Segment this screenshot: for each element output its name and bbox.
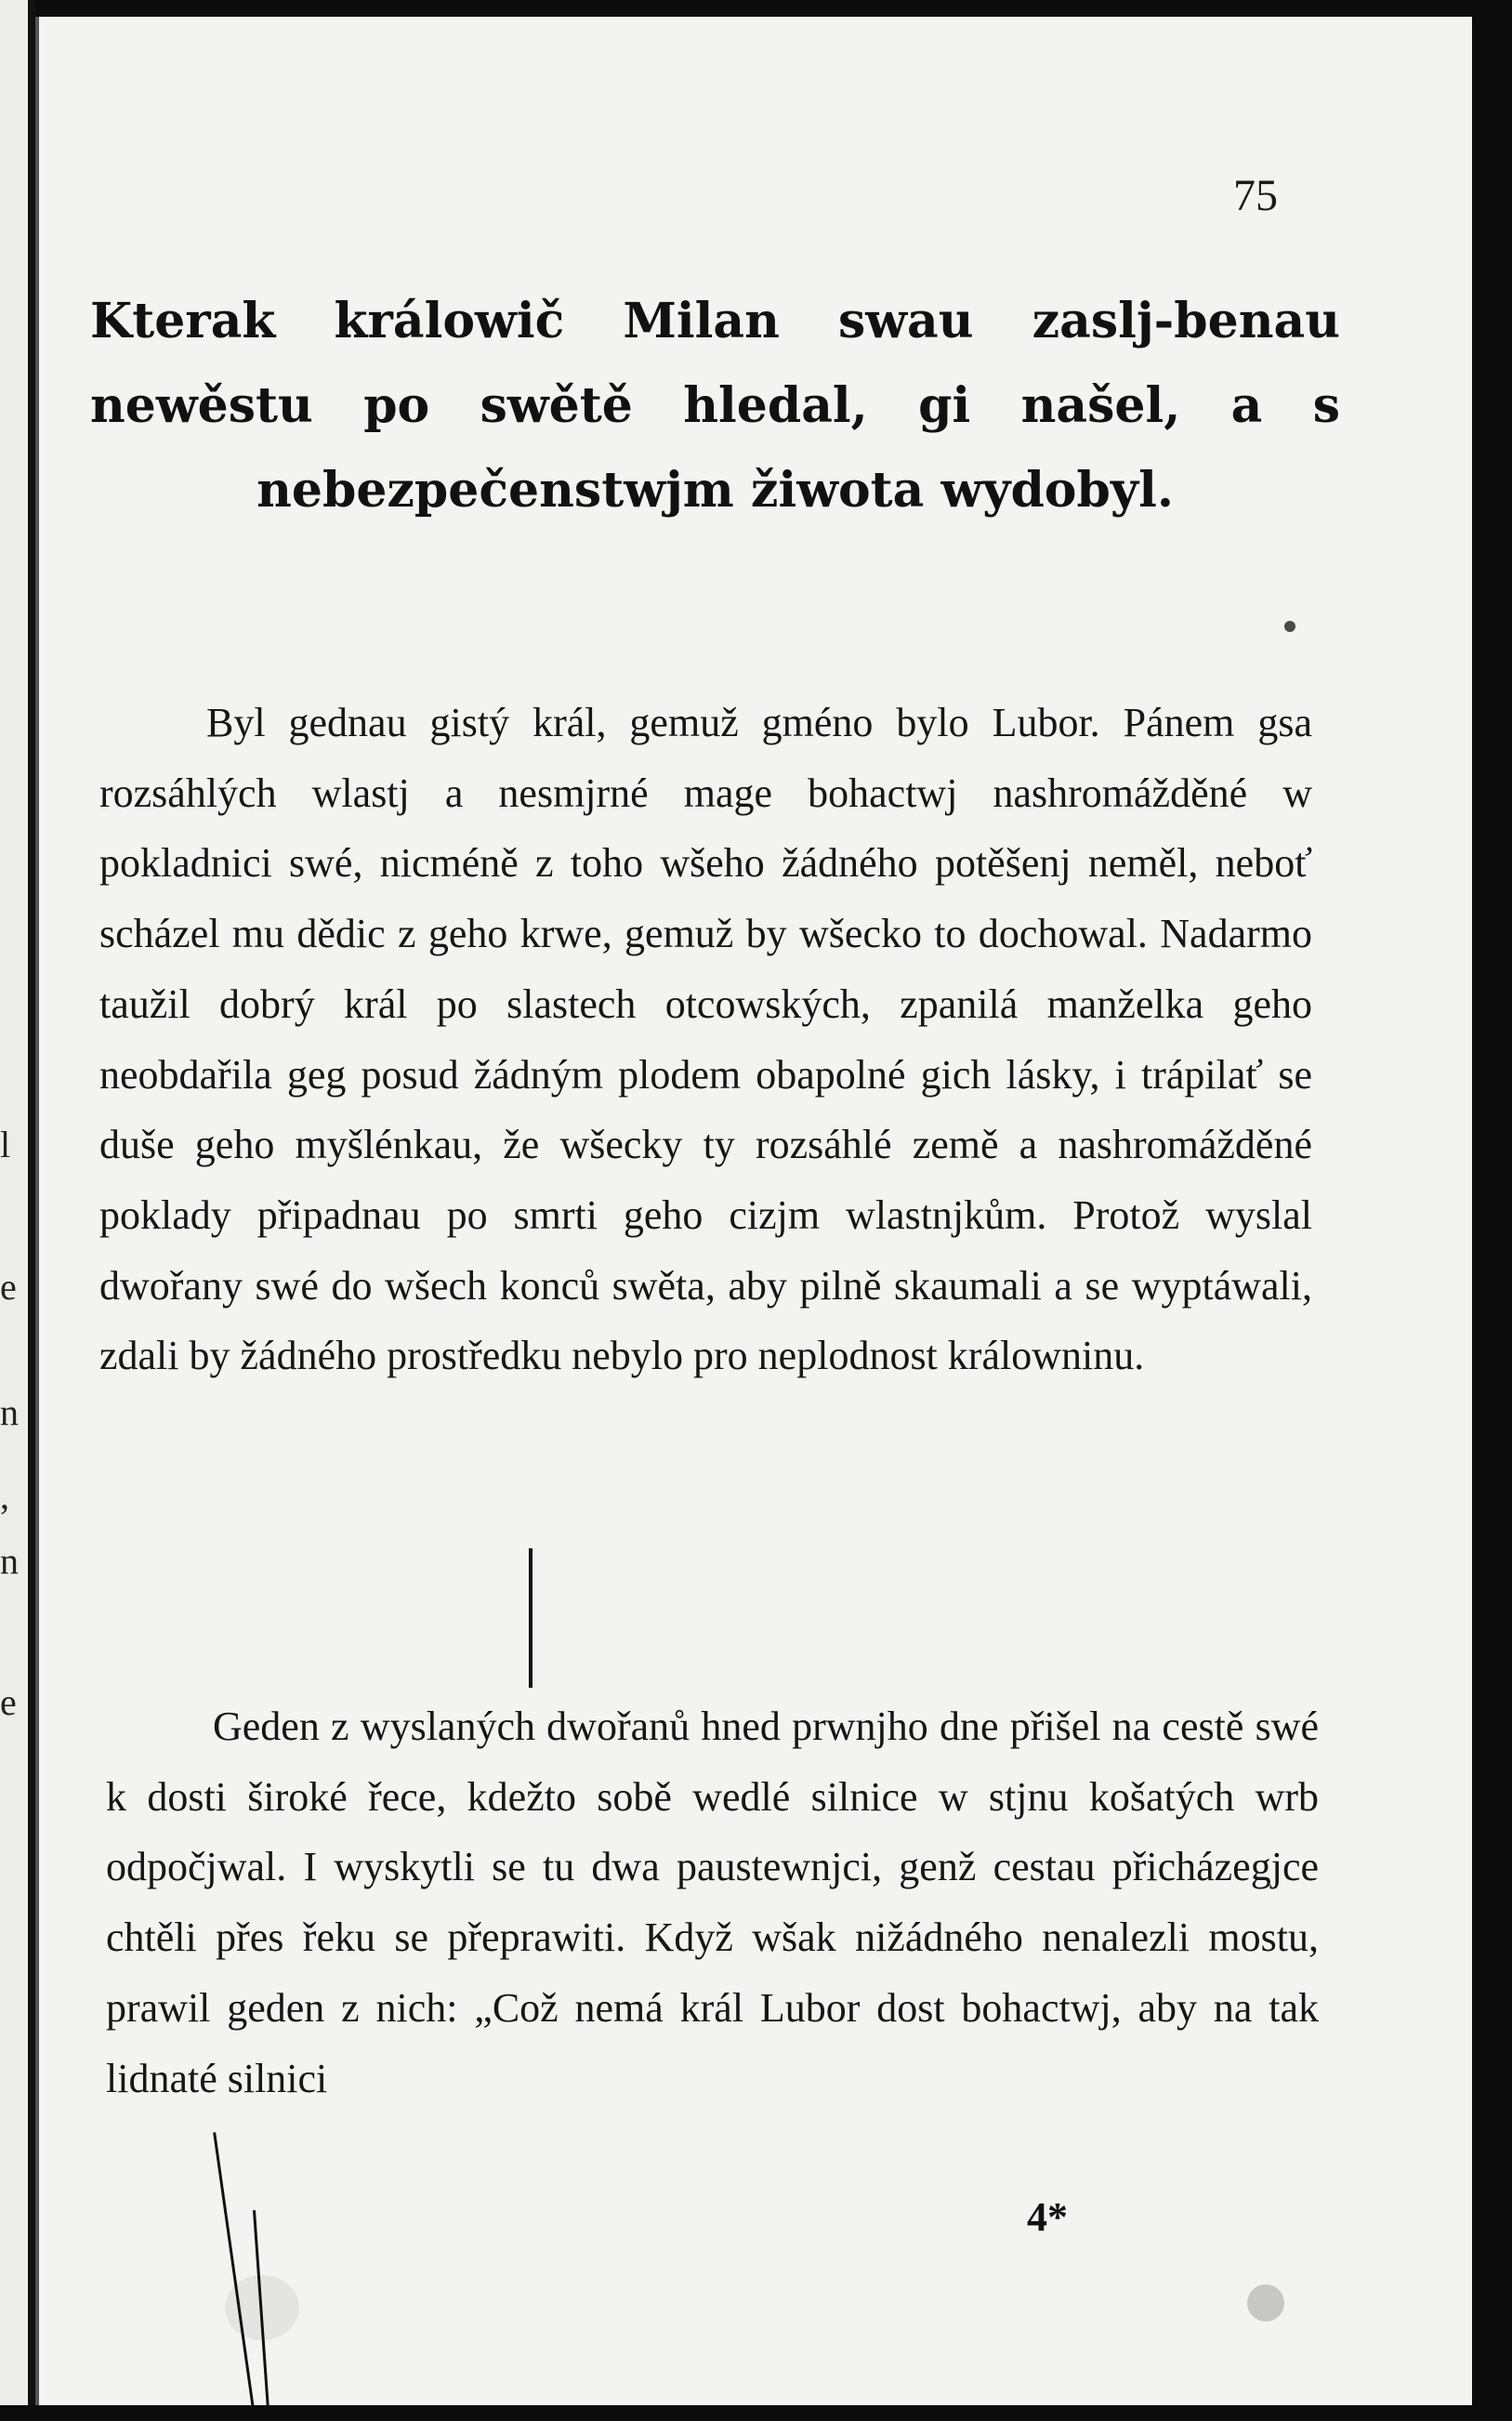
edge-letter: l — [0, 1124, 11, 1165]
paragraph: Byl gednau gistý král, gemuž gméno bylo Lubor. Pánem gsa rozsáhlých wlastj a nesmjrné mage bohactwj nashromážděné w pokladnici swé, nicméně z toho wšeho žádného potěšenj neměl, neboť scházel mu dědic z geho krwe, gemuž by wšecko to dochowal. Nadarmo taužil dobrý král po slastech otcowských, zpanilá manželka geho neobdařila geg posud žádným plodem obapolné gich lásky, i trápilať se duše geho myšlénkau, že wšecky ty rozsáhlé země a nashromážděné poklady připadnau po smrti geho cizjm wlastnjkům. Protož wyslal dwořany swé do wšech konců swěta, aby pilně skaumali a se wyptáwali, zdali by žádného prostředku nebylo pro neplodnost králowninu. — [99, 700, 1312, 1379]
previous-page-edge — [0, 0, 35, 2421]
edge-letter: n — [0, 1391, 19, 1433]
ink-stroke — [529, 1548, 532, 1688]
ink-stroke — [213, 2132, 255, 2408]
edge-letter: , — [0, 1475, 9, 1517]
edge-letter: e — [0, 1266, 17, 1308]
signature-mark: 4* — [1027, 2194, 1068, 2240]
edge-letter: e — [0, 1681, 17, 1723]
chapter-title: Kterak králowič Milan swau zaslj-benau newěstu po swětě hledal, gi našel, a s nebezpečenstwjm žiwota wydobyl. — [90, 293, 1340, 519]
paragraph: Geden z wyslaných dwořanů hned prwnjho dne přišel na cestě swé k dosti široké řece, kdežto sobě wedlé silnice w stjnu košatých wrb odpočjwal. I wyskytli se tu dwa paustewnjci, genž cestau přicházegjce chtěli přes řeku se přeprawiti. Když wšak nižádného nenalezli mostu, prawil geden z nich: „Což nemá král Lubor dost bohactwj, aby na tak lidnaté silnici — [106, 1704, 1319, 2101]
paper-stain — [225, 2275, 299, 2340]
book-page — [35, 17, 1472, 2405]
scan-border — [0, 2405, 1512, 2421]
previous-page-letters — [0, 0, 28, 2421]
paper-stain — [1247, 2284, 1284, 2322]
ink-dot — [1284, 621, 1295, 632]
page-number: 75 — [1233, 171, 1278, 220]
edge-letter: n — [0, 1540, 19, 1582]
